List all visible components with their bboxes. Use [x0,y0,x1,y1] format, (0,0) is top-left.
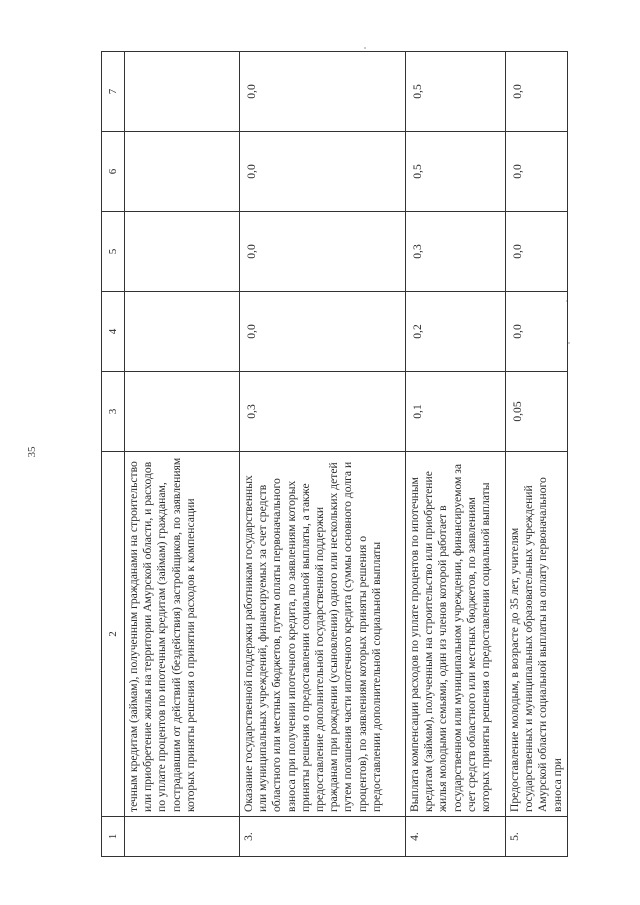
value-col7: 0,5 [406,52,506,132]
value-col7: 0,0 [240,52,406,132]
rotated-table-area [101,52,564,857]
table-row [506,52,568,857]
value-col7: 0,0 [506,52,568,132]
value-col4: 0,2 [406,292,506,372]
value-col3 [125,372,240,452]
value-col3: 0,1 [406,372,506,452]
row-number: 5. [506,817,568,857]
value-col4: 0,0 [240,292,406,372]
value-col6: 0,5 [406,132,506,212]
row-number [125,817,240,857]
value-col4 [125,292,240,372]
column-header: 2 [102,452,125,817]
scan-speck [364,47,366,49]
value-col5: 0,3 [406,212,506,292]
column-header: 1 [102,817,125,857]
column-header: 4 [102,292,125,372]
value-col4: 0,0 [506,292,568,372]
value-col5 [125,212,240,292]
row-number: 3. [240,817,406,857]
row-description: Оказание государственной поддержки работникам государственных или муниципальных учреждений, финансируемых за счет средств областного или местных бюджетов, путем оплаты первоначального взноса при получении ипотечного кредита, по заявлениям которых приняты решения о предоставлении социальной выплаты, а также предоставление дополнительной государственной поддержки гражданам при рождении (усыновлении) одного или нескольких детей путем погашения части ипотечного кредита (суммы основного долга и процентов), по заявлениям которых приняты решения о предоставлении дополнительной социальной выплаты [240,452,406,817]
column-header: 5 [102,212,125,292]
value-col7 [125,52,240,132]
table-row [125,52,240,857]
column-header: 6 [102,132,125,212]
value-col6: 0,0 [506,132,568,212]
column-header: 3 [102,372,125,452]
page-number: 35 [26,446,38,458]
row-description: течным кредитам (займам), полученным гражданами на строительство или приобретение жилья на территории Амурской области, и расходов по уплате процентов по ипотечным кредитам (займам) гражданам, пострадавшим от действий (бездействия) застройщиков, по заявлениям которых приняты решения о принятии расходов к компенсации [125,452,240,817]
row-description: Выплата компенсации расходов по уплате процентов по ипотечным кредитам (займам), полученным на строительство или приобретение жилья молодыми семьями, один из членов которой работает в государственном или муниципальном учреждении, финансируемом за счет средств областного или местных бюджетов, по заявлениям которых приняты решения о предоставлении социальной выплаты [406,452,506,817]
row-number: 4. [406,817,506,857]
value-col6: 0,0 [240,132,406,212]
table-wrapper [101,52,564,857]
value-col5: 0,0 [240,212,406,292]
table-row [240,52,406,857]
value-col5: 0,0 [506,212,568,292]
table-row [406,52,506,857]
header-row [102,52,125,857]
value-col6 [125,132,240,212]
value-col3: 0,3 [240,372,406,452]
row-description: Предоставление молодым, в возрасте до 35 лет, учителям государственных и муниципальных образовательных учреждений Амурской области социальной выплаты на оплату первоначального взноса при [506,452,568,817]
indicator-table [101,51,568,857]
value-col3: 0,05 [506,372,568,452]
scan-speck [568,342,570,344]
column-header: 7 [102,52,125,132]
